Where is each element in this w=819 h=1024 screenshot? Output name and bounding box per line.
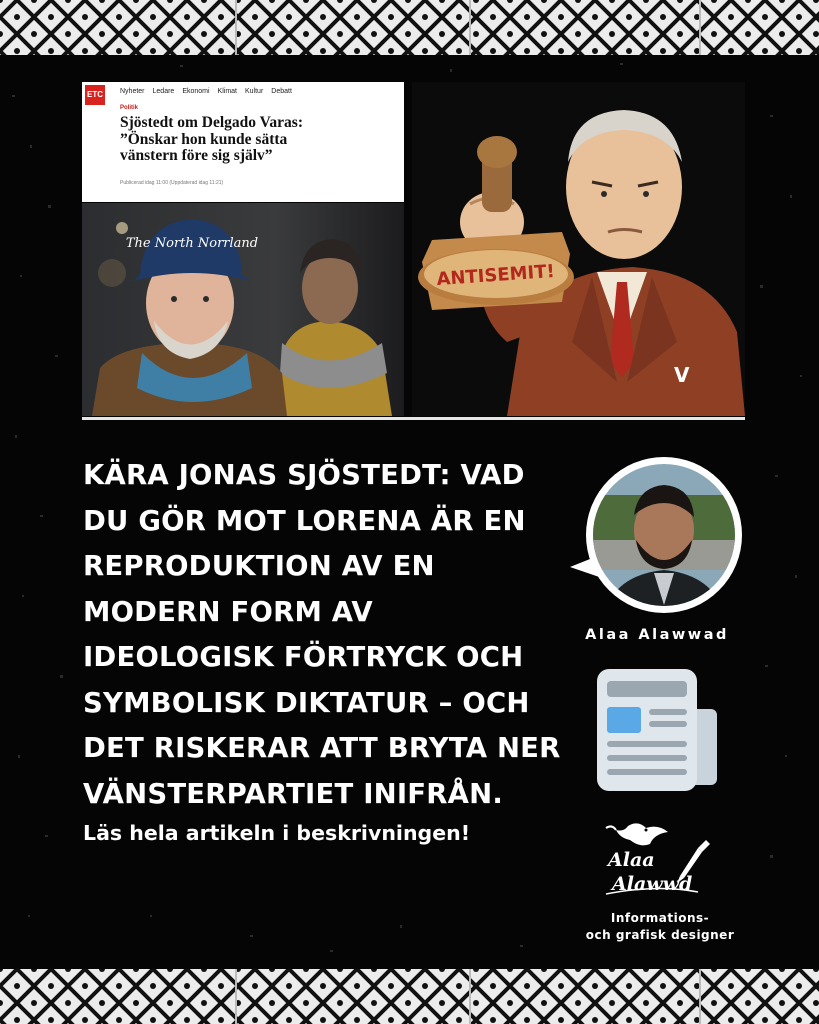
nav-item[interactable]: Debatt [271, 88, 292, 95]
statement-line: KÄRA JONAS SJÖSTEDT: VAD [83, 459, 525, 491]
statement-line: REPRODUKTION AV EN [83, 550, 435, 582]
headline-line: vänstern före sig själv” [120, 147, 273, 164]
nav-item[interactable]: Ledare [152, 88, 175, 95]
nav-item[interactable]: Ekonomi [182, 88, 210, 95]
role-line: och grafisk designer [585, 928, 735, 942]
caricature-illustration [412, 82, 745, 416]
news-photo [82, 203, 404, 416]
news-section-label: Politik [120, 105, 139, 111]
call-to-action: Läs hela artikeln i beskrivningen! [83, 821, 471, 845]
lapel-letter: V [674, 363, 690, 387]
signature-line: Alaa [608, 849, 655, 871]
statement-line: DU GÖR MOT LORENA ÄR EN [83, 504, 526, 537]
author-role [560, 910, 760, 944]
keffiyeh-border-top [0, 0, 819, 55]
stamp-text: ANTISEMIT! [435, 260, 556, 291]
signature-logo [598, 818, 718, 900]
cap-text: The North Norrland [125, 236, 259, 251]
main-statement [83, 453, 578, 817]
headline-line: ”Önskar hon kunde sätta [120, 130, 288, 148]
newspaper-icon [597, 669, 719, 791]
poster-body [0, 55, 819, 969]
statement-line: VÄNSTERPARTIET INIFRÅN. [83, 777, 503, 810]
nav-item[interactable]: Kultur [245, 88, 264, 95]
author-avatar-bubble [560, 455, 750, 623]
news-headline [120, 115, 400, 165]
statement-line: DET RISKERAR ATT BRYTA NER [83, 732, 561, 764]
headline-line: Sjöstedt om Delgado Varas: [120, 114, 303, 131]
statement-line: IDEOLOGISK FÖRTRYCK OCH [83, 641, 524, 673]
author-name: Alaa Alawwad [585, 627, 729, 643]
news-publish-date: Publicerad idag 11:00 (Uppdaterad idag 11:21) [120, 180, 224, 186]
etc-logo: ETC [85, 85, 105, 105]
role-line: Informations- [610, 911, 710, 925]
nav-item[interactable]: Nyheter [120, 88, 145, 95]
dove-icon [606, 823, 668, 845]
statement-line: MODERN FORM AV [83, 595, 373, 628]
nav-item[interactable]: Klimat [217, 88, 237, 95]
signature-line: Alawwd [612, 873, 693, 895]
statement-line: SYMBOLISK DIKTATUR – OCH [83, 686, 530, 719]
divider-line [82, 417, 745, 420]
news-nav [120, 88, 292, 95]
news-headline-clipping[interactable] [82, 82, 404, 202]
avatar [580, 455, 750, 623]
keffiyeh-border-bottom [0, 969, 819, 1024]
